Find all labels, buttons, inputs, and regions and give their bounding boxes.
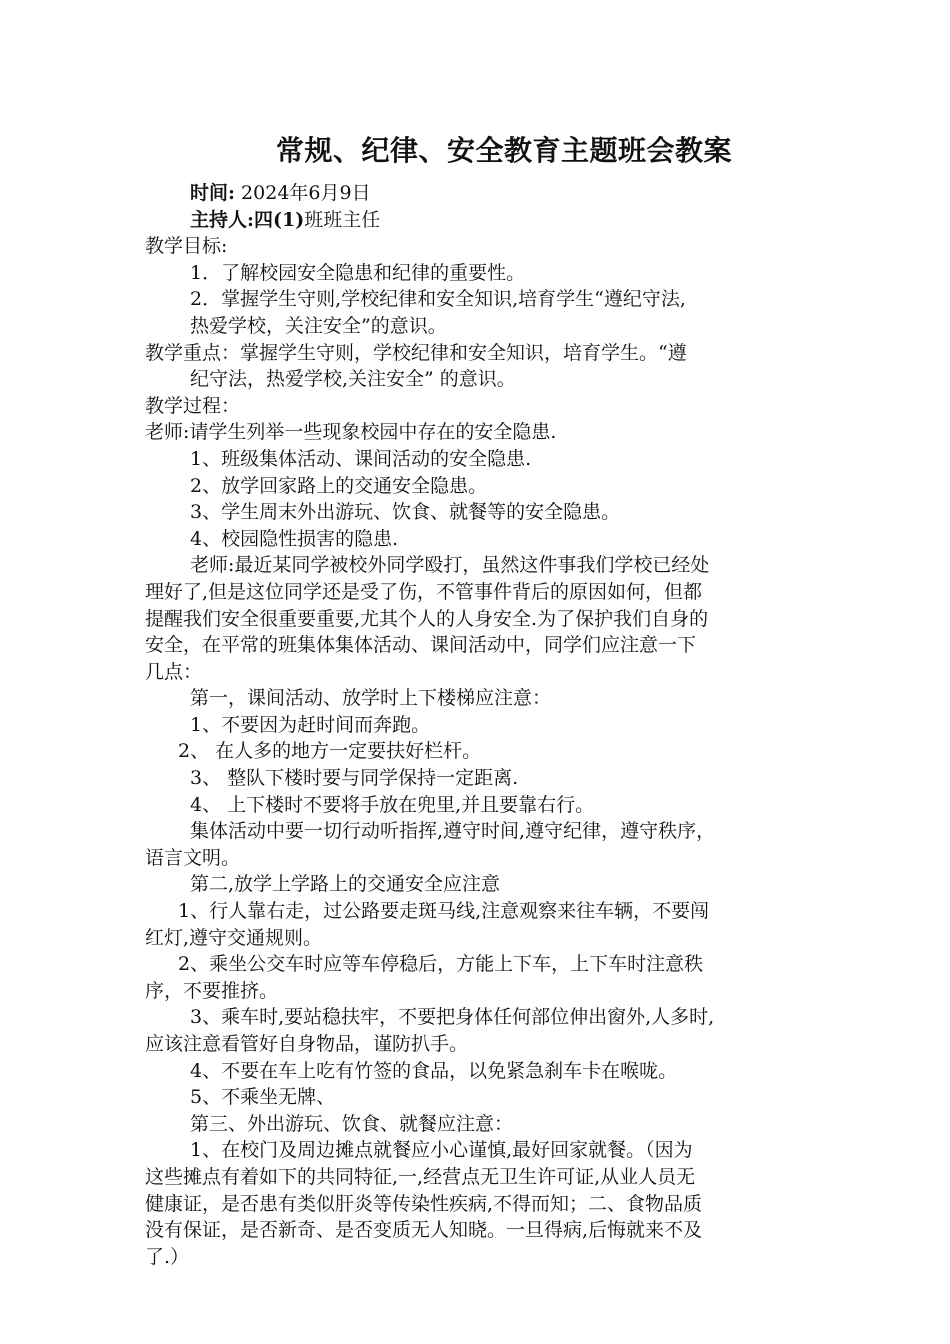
paragraph-line: 2、 在人多的地方一定要扶好栏杆。 (178, 740, 482, 763)
paragraph-line: 2、乘坐公交车时应等车停稳后，方能上下车，上下车时注意秩 (178, 953, 704, 976)
host-line (145, 207, 810, 234)
paragraph-line: 3、乘车时,要站稳扶牢，不要把身体任何部位伸出窗外,人多时, (190, 1006, 715, 1029)
paragraph-line: 老师:请学生列举一些现象校园中存在的安全隐患. (145, 421, 557, 444)
paragraph-line: 没有保证，是否新奇、是否变质无人知晓。一旦得病,后悔就来不及 (145, 1219, 703, 1242)
paragraph-line: 3、 整队下楼时要与同学保持一定距离. (190, 767, 519, 790)
paragraph-line: 4、校园隐性损害的隐患. (190, 527, 399, 550)
paragraph-line: 2．掌握学生守则,学校纪律和安全知识,培育学生“遵纪守法, (190, 288, 686, 311)
paragraph-line: 集体活动中要一切行动听指挥,遵守时间,遵守纪律，遵守秩序， (190, 820, 716, 843)
paragraph-line: 红灯,遵守交通规则。 (145, 926, 323, 949)
paragraph-line: 教学目标: (145, 235, 228, 258)
time-value: 2024年6月9日 (235, 182, 371, 204)
paragraph-line: 理好了,但是这位同学还是受了伤，不管事件背后的原因如何，但都 (145, 580, 703, 603)
time-label: 时间: (190, 182, 236, 204)
paragraph-line: 5、不乘坐无牌、 (190, 1086, 336, 1109)
paragraph-line: 1、不要因为赶时间而奔跑。 (190, 713, 431, 736)
paragraph-line: 健康证，是否患有类似肝炎等传染性疾病,不得而知；二、食物品质 (145, 1192, 703, 1215)
paragraph-line: 热爱学校，关注安全”的意识。 (190, 314, 447, 337)
paragraph-line: 1．了解校园安全隐患和纪律的重要性。 (190, 261, 526, 284)
paragraph-line: 3、学生周末外出游玩、饮食、就餐等的安全隐患。 (190, 501, 621, 524)
paragraph-line: 老师:最近某同学被校外同学殴打，虽然这件事我们学校已经处 (190, 554, 710, 577)
paragraph-line: 纪守法，热爱学校,关注安全” 的意识。 (190, 368, 516, 391)
paragraph-line: 4、不要在车上吃有竹签的食品，以免紧急刹车卡在喉咙。 (190, 1059, 678, 1082)
paragraph-line: 这些摊点有着如下的共同特征,一,经营点无卫生许可证,从业人员无 (145, 1165, 696, 1188)
paragraph-line: 几点： (145, 660, 203, 683)
paragraph-line: 序，不要推挤。 (145, 979, 279, 1002)
paragraph-line: 1、行人靠右走，过公路要走斑马线,注意观察来往车辆，不要闯 (178, 900, 710, 923)
time-line (145, 180, 810, 207)
paragraph-line: 安全，在平常的班集体集体活动、课间活动中，同学们应注意一下 (145, 634, 697, 657)
host-label: 主持人:四(1) (190, 208, 305, 231)
document-body (145, 180, 810, 1270)
host-value: 班班主任 (304, 208, 381, 231)
paragraph-line: 第三、外出游玩、饮食、就餐应注意： (190, 1112, 514, 1135)
paragraph-line: 1、在校门及周边摊点就餐应小心谨慎,最好回家就餐。（因为 (190, 1139, 693, 1162)
paragraph-line: 1、班级集体活动、课间活动的安全隐患. (190, 447, 532, 470)
paragraph-line: 第二,放学上学路上的交通安全应注意 (190, 873, 501, 896)
paragraph-line: 提醒我们安全很重要重要,尤其个人的人身安全.为了保护我们自身的 (145, 607, 709, 630)
paragraph-line: 应该注意看管好自身物品，谨防扒手。 (145, 1033, 469, 1055)
document-title: 常规、纪律、安全教育主题班会教案 (276, 134, 733, 167)
paragraph-line: 语言文明。 (145, 846, 241, 869)
paragraph-line: 4、 上下楼时不要将手放在兜里,并且要靠右行。 (190, 793, 595, 816)
paragraph-line: 教学过程： (145, 394, 241, 417)
paragraph-line: 第一，课间活动、放学时上下楼梯应注意： (190, 687, 552, 710)
paragraph-line: 了.） (145, 1245, 190, 1268)
paragraph-line: 教学重点：掌握学生守则，学校纪律和安全知识，培育学生。“遵 (145, 341, 687, 364)
paragraph-line: 2、放学回家路上的交通安全隐患。 (190, 474, 488, 497)
